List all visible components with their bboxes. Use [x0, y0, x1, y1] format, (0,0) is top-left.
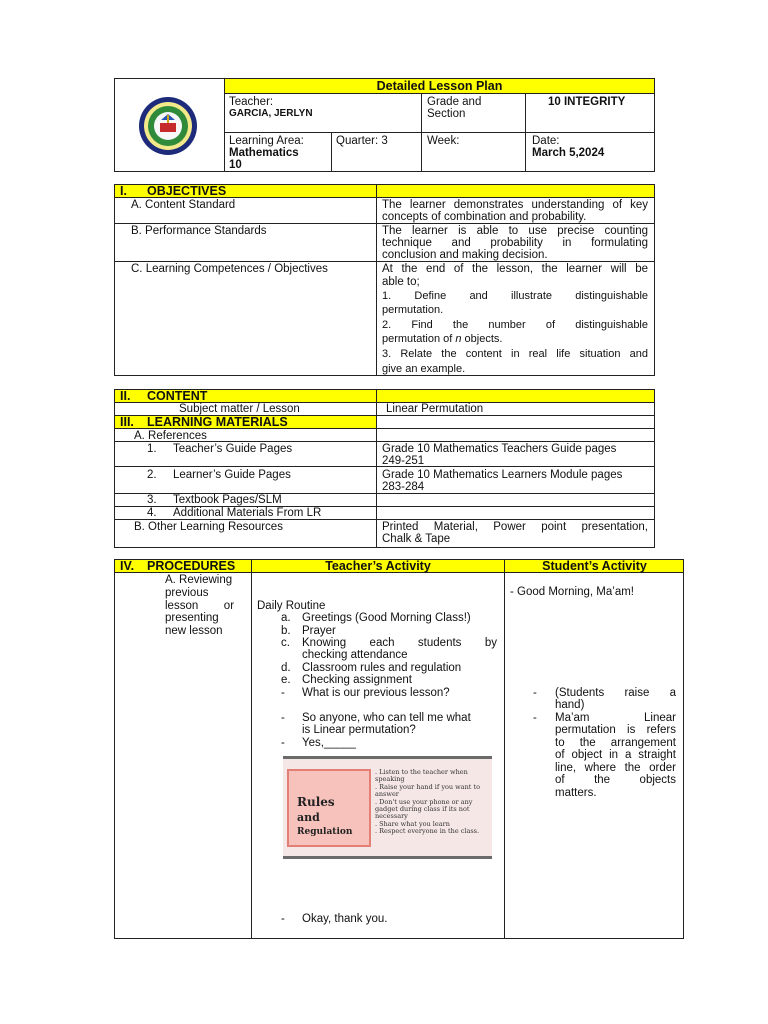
- row-number: 1.: [147, 443, 157, 455]
- rule: [251, 559, 252, 939]
- student-response: permutation is refers: [555, 724, 676, 736]
- objective-item: 1. Define and illustrate distinguishable: [382, 290, 648, 302]
- objective-item: give an example.: [382, 363, 466, 375]
- rules-title: Regulation: [297, 827, 353, 837]
- section-title: OBJECTIVES: [147, 184, 227, 198]
- student-activity-header: Student’s Activity: [542, 559, 647, 573]
- student-response: hand): [555, 699, 585, 711]
- quarter-label: Quarter: 3: [336, 135, 388, 147]
- learning-area-label: Learning Area:: [229, 135, 304, 147]
- row-value: The learner demonstrates understanding of key: [382, 199, 648, 211]
- row-value: able to;: [382, 276, 420, 288]
- rule: [114, 171, 655, 172]
- row-label: Subject matter / Lesson: [179, 403, 300, 415]
- row-number: 2.: [147, 469, 157, 481]
- teacher-activity-header: Teacher’s Activity: [325, 559, 431, 573]
- student-response: matters.: [555, 787, 597, 799]
- rule-item: . Share what you learn: [375, 819, 450, 828]
- procedure-step: A. Reviewing: [165, 574, 233, 586]
- procedure-step: previous: [165, 587, 209, 599]
- student-response: (Students raise a: [555, 687, 676, 699]
- row-value: conclusion and making decision.: [382, 249, 548, 261]
- dash-marker: -: [533, 687, 537, 699]
- dash-marker: -: [533, 712, 537, 724]
- teacher-question: So anyone, who can tell me what: [302, 712, 471, 724]
- dash-marker: -: [281, 687, 285, 699]
- row-value: Grade 10 Mathematics Learners Module pages: [382, 469, 623, 481]
- rule: [525, 94, 526, 172]
- rule: [225, 132, 654, 133]
- procedure-step: new lesson: [165, 625, 223, 637]
- rule: [331, 133, 332, 172]
- row-label: Teacher’s Guide Pages: [173, 443, 293, 455]
- routine-item: Knowing each students by: [302, 637, 497, 649]
- teacher-label: Teacher:: [229, 96, 274, 108]
- dash-marker: -: [281, 913, 285, 925]
- row-label: Textbook Pages/SLM: [173, 494, 282, 506]
- row-value: Grade 10 Mathematics Teachers Guide pages: [382, 443, 617, 455]
- row-number: 3.: [147, 494, 157, 506]
- section-number: II.: [120, 389, 131, 403]
- section-label: Section: [427, 108, 466, 120]
- section-value: 10 INTEGRITY: [548, 96, 626, 108]
- rules-title: and: [297, 811, 320, 824]
- row-value: technique and probability in formulating: [382, 237, 648, 249]
- teacher-name: GARCIA, JERLYN: [229, 108, 313, 119]
- routine-item: Prayer: [302, 625, 336, 637]
- section-number: I.: [120, 184, 127, 198]
- student-response: of object in a straight: [555, 749, 676, 761]
- section-title: LEARNING MATERIALS: [147, 415, 288, 429]
- row-label: B. Other Learning Resources: [134, 521, 283, 533]
- row-value: At the end of the lesson, the learner will be: [382, 263, 648, 275]
- page-title: Detailed Lesson Plan: [376, 79, 503, 93]
- procedure-step: lesson or: [165, 600, 235, 612]
- section-number: IV.: [120, 559, 135, 573]
- row-label: Additional Materials From LR: [173, 507, 322, 519]
- school-logo: [138, 96, 198, 156]
- rule: [376, 184, 377, 376]
- rule-item: . Raise your hand if you want to answer: [375, 782, 481, 799]
- routine-marker: c.: [281, 637, 290, 649]
- grade-label: Grade and: [427, 96, 482, 108]
- objective-item: permutation.: [382, 304, 444, 316]
- row-label: Learner’s Guide Pages: [173, 469, 291, 481]
- student-response: of the objects: [555, 774, 676, 786]
- routine-item: Classroom rules and regulation: [302, 662, 462, 674]
- date-value: March 5,2024: [532, 147, 605, 159]
- rule-item: . Listen to the teacher when speaking: [375, 768, 468, 784]
- student-response: - Good Morning, Ma’am!: [510, 586, 634, 598]
- student-response: to the arrangement: [555, 737, 676, 749]
- row-value: 249-251: [382, 455, 425, 467]
- week-label: Week:: [427, 135, 460, 147]
- row-value: Printed Material, Power point presentation,: [382, 521, 648, 533]
- teacher-closing: Okay, thank you.: [302, 913, 388, 925]
- row-label: A. Content Standard: [131, 199, 236, 211]
- daily-routine-label: Daily Routine: [257, 600, 326, 612]
- routine-marker: a.: [281, 612, 291, 624]
- row-value: concepts of combination and probability.: [382, 211, 587, 223]
- row-label: C. Learning Competences / Objectives: [131, 263, 328, 275]
- dash-marker: -: [281, 737, 285, 749]
- learning-area-value: Mathematics: [229, 147, 299, 159]
- row-value: The learner is able to use precise counting: [382, 225, 648, 237]
- row-value: Linear Permutation: [386, 403, 484, 415]
- routine-item: checking attendance: [302, 649, 408, 661]
- rule-item: . Respect everyone in the class.: [375, 827, 480, 836]
- procedure-step: presenting: [165, 612, 219, 624]
- routine-marker: b.: [281, 625, 291, 637]
- row-label: A. References: [134, 430, 207, 442]
- objective-item: 2. Find the number of distinguishable: [382, 319, 648, 331]
- section-title: CONTENT: [147, 389, 208, 403]
- rules-and-regulation-image: [283, 756, 492, 859]
- teacher-question: What is our previous lesson?: [302, 687, 450, 699]
- row-label: B. Performance Standards: [131, 225, 267, 237]
- rules-title: Rules: [297, 795, 335, 809]
- teacher-question: Yes,_____: [302, 737, 356, 749]
- dash-marker: -: [281, 712, 285, 724]
- date-label: Date:: [532, 135, 560, 147]
- row-value: 283-284: [382, 481, 425, 493]
- teacher-question: is Linear permutation?: [302, 724, 416, 736]
- routine-marker: d.: [281, 662, 291, 674]
- rule-item: . Don't use your phone or any gadget during class if its not necessary: [375, 797, 473, 821]
- student-response: Ma’am Linear: [555, 712, 676, 724]
- rule: [421, 94, 422, 172]
- rule: [654, 78, 655, 172]
- objective-item: 3. Relate the content in real life situation and: [382, 348, 648, 360]
- section-number: III.: [120, 415, 134, 429]
- rule: [376, 389, 377, 548]
- rule: [504, 559, 505, 939]
- row-number: 4.: [147, 507, 157, 519]
- routine-item: Checking assignment: [302, 674, 412, 686]
- routine-item: Greetings (Good Morning Class!): [302, 612, 471, 624]
- rules-title-card: [287, 769, 371, 847]
- row-value: Chalk & Tape: [382, 533, 451, 545]
- objective-item: permutation of n objects.: [382, 333, 503, 345]
- rule: [114, 78, 115, 172]
- learning-area-grade: 10: [229, 159, 242, 171]
- routine-marker: e.: [281, 674, 291, 686]
- rules-list: [375, 769, 489, 836]
- section-title: PROCEDURES: [147, 559, 236, 573]
- student-response: line, where the order: [555, 762, 676, 774]
